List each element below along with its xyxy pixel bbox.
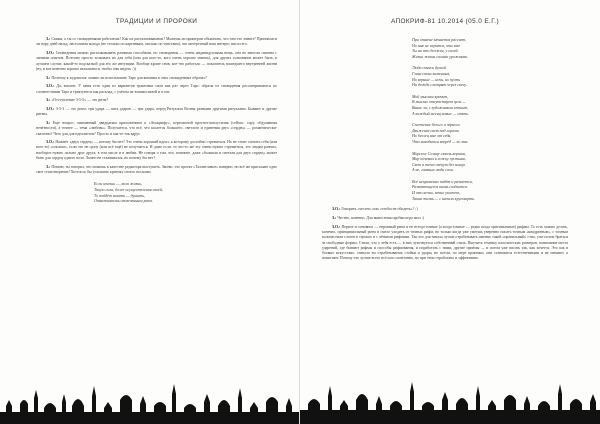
poem-line: Свет и тепло текут без конца bbox=[412, 161, 465, 167]
right-page-body bbox=[322, 207, 568, 261]
dialog-paragraph bbox=[36, 107, 277, 118]
speaker-label: З.О.: bbox=[46, 50, 55, 55]
dialog-paragraph bbox=[36, 37, 277, 48]
paragraph-text: Ещё вопрос, наименный двадцатым приложением к «Апокрифу», переписной прогноз-коклусилия (сейчас: сору, обдуманная нечётности), а точнее — тема «любовь». Получается, что всё, что касается большего, светлого и единения двух «сердец» — романтически-сказочно? Чего для для идеалистов? Просто и как-то так вдруг. bbox=[36, 120, 277, 136]
dialog-paragraph bbox=[36, 121, 277, 137]
poem-line: Но мне не верится, что мне bbox=[412, 42, 461, 48]
speaker-label: З.: bbox=[46, 98, 51, 103]
page-number: 73 bbox=[446, 386, 454, 392]
paragraph-text: «Отступление 3-5-5» — это ритм? bbox=[51, 98, 109, 103]
poem-line: Но беглец мне от себя, bbox=[412, 133, 452, 139]
poem-stanza bbox=[412, 179, 568, 201]
poem-line: Мир кочевых в ложку пустыни, bbox=[412, 156, 466, 162]
poem-line: Люди очнись душой bbox=[412, 65, 446, 71]
poem-line: Развевающееся вновь создастся. bbox=[412, 184, 468, 190]
poem-line: На дождь смотрят через свечу. bbox=[412, 82, 467, 88]
poem-line: При отмене меняется рассвет, bbox=[412, 37, 467, 42]
speaker-label: З.О.: bbox=[46, 106, 55, 111]
poem-line: Выше ли, с художником спешит, bbox=[412, 104, 469, 110]
paragraph-text: Говорить «честно, или «чтобы не обидеть»? ;) bbox=[341, 207, 418, 212]
poem-stanza bbox=[412, 65, 568, 87]
dialog-paragraph bbox=[36, 84, 277, 95]
speaker-label: З.О.: bbox=[332, 207, 341, 212]
left-page-header: ТРАДИЦИИ И ПРОРОКИ bbox=[115, 18, 198, 25]
poem-line: Мой мыслим кричит, bbox=[412, 93, 449, 99]
paragraph-text: 3-5-3 — это ритм, три удара — пять ударов — три удара, перед Ритуалом Волны разными другими ритуалами. Бывают и другие ритмы. bbox=[36, 106, 277, 117]
dialog-paragraph bbox=[36, 76, 277, 81]
poem-line: Движение свет под горами bbox=[412, 127, 459, 133]
paragraph-text: Поэтому я задумался: можно ли использовать Таро для копания в этих сновиденных образах? bbox=[51, 75, 207, 80]
poem-line: Если хочешь —, воли жизнь, bbox=[94, 181, 143, 187]
paragraph-text: Честно, конечно. Для вынесения пробки игра мыл :) bbox=[337, 215, 425, 220]
poem-line: Но верные — ночь, их пусть bbox=[412, 76, 461, 82]
city-skyline-illustration bbox=[300, 378, 600, 424]
paragraph-text: Сновидения можно расталковывать разными способами, но сновидения — очень индивидуальная вещь, она во многом связана с личным опытом. Поэтому просто толковать их для себя (или для кого-то, кого очень хорошо знаешь), для других толкование может быть, в лучшем случае, какой-то подсказкой для его же интуиции. Вообще кроме снов, кое-что работало — показатель нашедшего внутренней жизни (ну, и вот конечно хорошо высыпаться, чтобы сны видеть :)) bbox=[36, 50, 277, 71]
poem bbox=[412, 37, 568, 201]
page-number: 72 bbox=[146, 386, 154, 392]
poem-line: А каждый месяц новые — опять. bbox=[412, 110, 469, 116]
paragraph-text: Помню, ты говорил, что можешь в качестве редактора выступить. Звоню, что проект «Талантливое» наверно, но всё же присылаю одно свое стихотворение! Хотелось бы услышать критику своего посылки. bbox=[36, 164, 277, 175]
poem-line: Ты на это должен, у своей. bbox=[412, 48, 459, 54]
poem-line: Отваживаешь отмеченным раем. bbox=[94, 198, 153, 204]
dialog-paragraph bbox=[36, 140, 277, 161]
dialog-paragraph bbox=[36, 165, 277, 176]
dialog-paragraph bbox=[322, 216, 568, 221]
dialog-paragraph bbox=[36, 51, 277, 72]
dialog-paragraph bbox=[36, 98, 277, 103]
poem-line: Такую сила, более осуществления своей, bbox=[94, 186, 163, 192]
poem-stanza bbox=[412, 37, 568, 59]
right-page-header: АПОКРИФ-81 10.2014 (05.0 Е.Г.) bbox=[390, 18, 500, 25]
poem-excerpt bbox=[94, 181, 277, 203]
poem-stanza bbox=[412, 94, 568, 116]
poem-line: И это вечно, вечно укажет, bbox=[412, 190, 461, 196]
left-page-body bbox=[36, 37, 277, 204]
speaker-label: З.: bbox=[46, 164, 51, 169]
poem-line: Мирское Солнце сквозь вершин, bbox=[412, 150, 466, 156]
speaker-label: З.: bbox=[46, 37, 51, 41]
dialog-paragraph bbox=[322, 225, 568, 262]
poem-line: Такая жизнь — с начала круговерть. bbox=[412, 195, 476, 201]
dialog-paragraph bbox=[322, 207, 568, 212]
poem-line: Всё непременно падёт и развеется, bbox=[412, 178, 473, 184]
poem-line: Что находится вперёд — во мне. bbox=[412, 138, 469, 144]
speaker-label: З.: bbox=[46, 120, 51, 125]
poem-line: Сплетение белого и чёрного bbox=[412, 122, 460, 128]
paragraph-text: Скажи, а ты со сновидениями работаешь? Как их расталковываешь? Можешь ли примером объяснить, что там что значит? Присниласи ли пару дней назад, настольная колода (не столько по картинкам, сколько по чувствам), что интересный наш интерес писал его. bbox=[36, 37, 277, 47]
poem-stanza bbox=[412, 151, 568, 173]
poem-line: Жизни жизнь своими урожаями. bbox=[412, 53, 469, 59]
poem-stanza bbox=[412, 122, 568, 144]
poem-line: В мыслях отсутствует цель — bbox=[412, 99, 466, 105]
speaker-label: З.О.: bbox=[332, 224, 341, 229]
paragraph-text: Нажмёт «двух сердец» — потому бы нет? Это очень хороший идеал, к которому достойно стремиться. Но не стоит считать себя (или кого-то) «плохим», если это не сразу (или всё ещё) не получается. И даже если, то что-то же эту очень нужно стремиться, это людям разных, наоборот нужно сильно друг друга, в том числе и в любви. Не говоря о том, что, помните, даже «большая и светлая для двух сердец» может быть для сердец одного пола. Лично не сталкивался, но почему бы нет? bbox=[36, 140, 277, 161]
speaker-label: З.: bbox=[46, 75, 51, 80]
right-page bbox=[300, 0, 600, 424]
poem-line: Глаза своих каменных, bbox=[412, 70, 451, 76]
speaker-label: З.О.: bbox=[46, 140, 55, 145]
city-skyline-illustration bbox=[0, 378, 300, 424]
speaker-label: З.: bbox=[332, 215, 337, 220]
poem-line: А не, главные люди свои. bbox=[412, 167, 454, 173]
paragraph-text: Первое и основное — неровный ритм и не всегда точные (а когда точные — редко когда оригинальные) рифмы. То есть можно делать, конечно, принципиальный ритм и смело уходить от точных рифм, но только когда уже умеешь уверенно писать точным «квадратным», с точным количеством слогов в строках и с чёткими рифмами. Так что для начала лучше отрабатывать именно такой «правильный» стих, уже потом браться за свободные формы. Стихи, что у тебя есть — в них чувствуется собственный стиль. Выучить технику классических размеров, понимание места ударений, где бывают рифмы и способы рифмования, и поработать с ними, другие приёмы — и потом уже писать так, как хочется. Это как в боевых искусствах: сначала ты отрабатываешь стойки и удары, но потом, по мере практики, они становятся естественными и не мешают, а помогают. Потому что лучше всего всё шло спонтанно, но при этом отработано и эффективно. bbox=[322, 224, 568, 261]
paragraph-text: Да, вполне. У меня есть один из вариантов трактовки снов как раз через Таро: образы из сновидения рассматриваются по соответствиям Таро и трактуются как расклад, с учётом их взаимосвязей и в сне. bbox=[36, 84, 277, 94]
poem-line: То пойдёт искать — душить, bbox=[94, 192, 146, 198]
speaker-label: З.О.: bbox=[46, 84, 55, 89]
